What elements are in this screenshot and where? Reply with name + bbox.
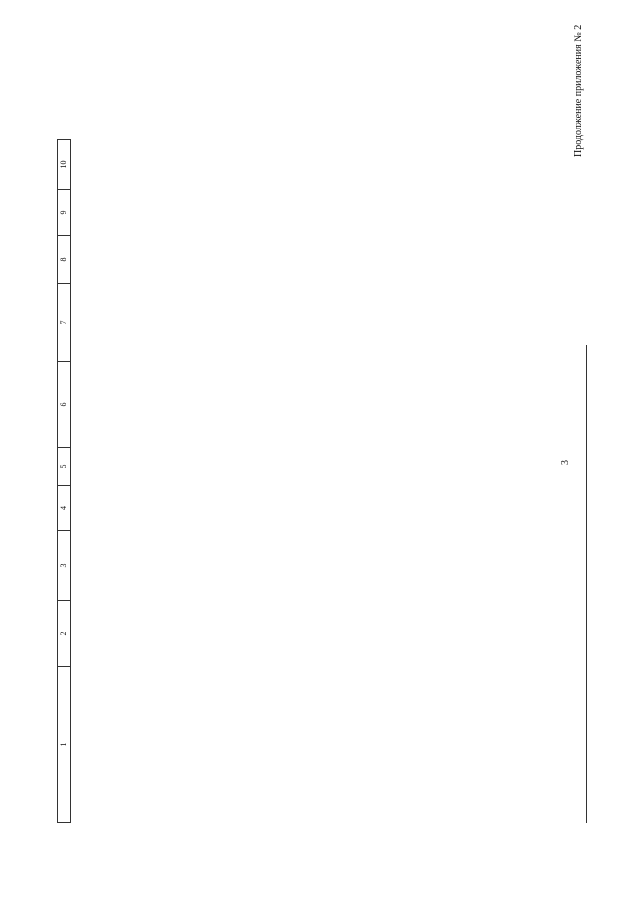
col-header-8: 8	[58, 236, 71, 284]
col-header-7: 7	[58, 284, 71, 362]
page-number: 3	[560, 460, 571, 465]
col-header-6: 6	[58, 362, 71, 448]
col-header-10: 10	[58, 140, 71, 190]
col-header-5: 5	[58, 448, 71, 486]
header-row	[58, 140, 71, 823]
col-header-9: 9	[58, 190, 71, 236]
continuation-title: Продолжение приложения № 2	[573, 24, 584, 157]
col-header-1: 1	[58, 667, 71, 823]
col-header-2: 2	[58, 601, 71, 667]
program-table	[57, 139, 71, 823]
bottom-rule	[586, 345, 587, 823]
col-header-3: 3	[58, 531, 71, 601]
col-header-4: 4	[58, 486, 71, 531]
